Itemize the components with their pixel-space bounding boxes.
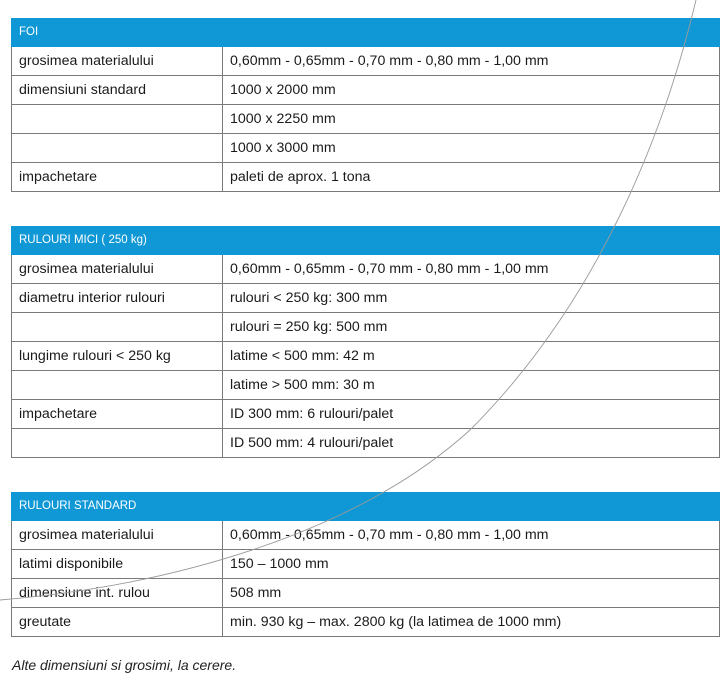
- table-row: [12, 134, 720, 163]
- table-header-row: [12, 19, 720, 47]
- row-value: rulouri < 250 kg: 300 mm: [223, 284, 720, 313]
- row-label: impachetare: [12, 400, 223, 429]
- table-row: [12, 76, 720, 105]
- row-label: [12, 313, 223, 342]
- table-row: [12, 255, 720, 284]
- footnote: Alte dimensiuni si grosimi, la cerere.: [12, 657, 237, 673]
- section-header-rulouri-mici: RULOURI MICI ( 250 kg): [12, 227, 720, 255]
- row-value: latime < 500 mm: 42 m: [223, 342, 720, 371]
- table-row: [12, 608, 720, 637]
- table-header-row: [12, 227, 720, 255]
- table-foi: [11, 18, 720, 192]
- table-row: [12, 371, 720, 400]
- row-label: grosimea materialului: [12, 521, 223, 550]
- table-row: [12, 284, 720, 313]
- section-header-foi: FOI: [12, 19, 720, 47]
- table-row: [12, 550, 720, 579]
- row-label: latimi disponibile: [12, 550, 223, 579]
- row-label: lungime rulouri < 250 kg: [12, 342, 223, 371]
- table-header-row: [12, 493, 720, 521]
- row-label: diametru interior rulouri: [12, 284, 223, 313]
- row-value: latime > 500 mm: 30 m: [223, 371, 720, 400]
- table-row: [12, 342, 720, 371]
- row-value: ID 500 mm: 4 rulouri/palet: [223, 429, 720, 458]
- row-value: ID 300 mm: 6 rulouri/palet: [223, 400, 720, 429]
- row-label: [12, 134, 223, 163]
- table-row: [12, 429, 720, 458]
- table-row: [12, 105, 720, 134]
- table-rulouri-mici: [11, 226, 720, 458]
- table-row: [12, 163, 720, 192]
- row-value: 1000 x 3000 mm: [223, 134, 720, 163]
- row-label: [12, 105, 223, 134]
- row-value: 0,60mm - 0,65mm - 0,70 mm - 0,80 mm - 1,00 mm: [223, 47, 720, 76]
- row-value: 508 mm: [223, 579, 720, 608]
- row-value: rulouri = 250 kg: 500 mm: [223, 313, 720, 342]
- row-value: 1000 x 2000 mm: [223, 76, 720, 105]
- row-label: greutate: [12, 608, 223, 637]
- row-label: grosimea materialului: [12, 255, 223, 284]
- row-value: 0,60mm - 0,65mm - 0,70 mm - 0,80 mm - 1,00 mm: [223, 255, 720, 284]
- table-row: [12, 400, 720, 429]
- table-row: [12, 521, 720, 550]
- row-value: 0,60mm - 0,65mm - 0,70 mm - 0,80 mm - 1,00 mm: [223, 521, 720, 550]
- table-row: [12, 47, 720, 76]
- row-value: paleti de aprox. 1 tona: [223, 163, 720, 192]
- row-value: 1000 x 2250 mm: [223, 105, 720, 134]
- row-value: 150 – 1000 mm: [223, 550, 720, 579]
- section-header-rulouri-standard: RULOURI STANDARD: [12, 493, 720, 521]
- row-label: dimensiuni standard: [12, 76, 223, 105]
- row-value: min. 930 kg – max. 2800 kg (la latimea de 1000 mm): [223, 608, 720, 637]
- table-row: [12, 579, 720, 608]
- row-label: impachetare: [12, 163, 223, 192]
- row-label: grosimea materialului: [12, 47, 223, 76]
- row-label: dimensiune int. rulou: [12, 579, 223, 608]
- row-label: [12, 371, 223, 400]
- table-rulouri-standard: [11, 492, 720, 637]
- table-row: [12, 313, 720, 342]
- row-label: [12, 429, 223, 458]
